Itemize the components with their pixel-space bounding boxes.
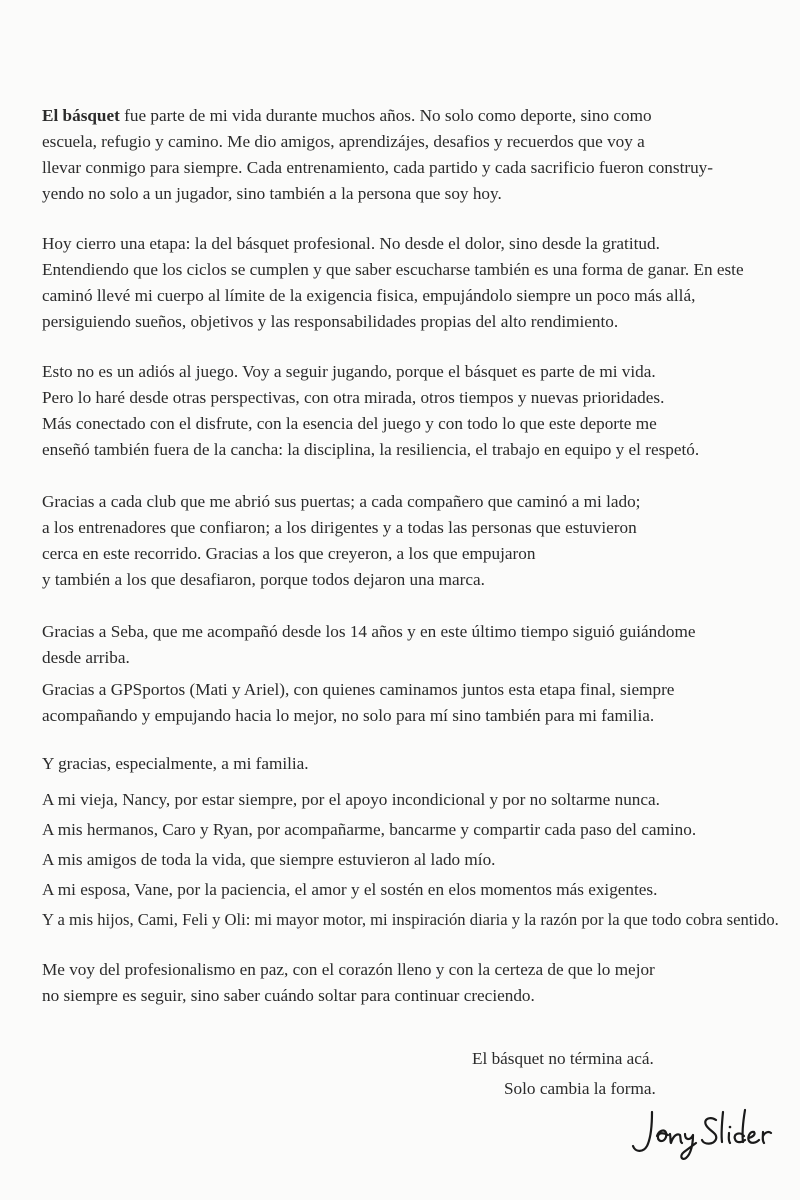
paragraph-farewell — [42, 957, 782, 1009]
paragraph-thanks-seba — [42, 619, 782, 671]
line: desde arriba. — [42, 648, 130, 667]
line: a los entrenadores que confiaron; a los dirigentes y a todas las personas que estuvieron — [42, 518, 637, 537]
line: no siempre es seguir, sino saber cuándo soltar para continuar creciendo. — [42, 986, 535, 1005]
closing-lines — [472, 1044, 656, 1104]
line: Gracias a cada club que me abrió sus puertas; a cada compañero que caminó a mi lado; — [42, 492, 641, 511]
paragraph-intro — [42, 103, 782, 207]
line: Entendiendo que los ciclos se cumplen y que saber escucharse también es una forma de ganar. En este — [42, 260, 744, 279]
list-item: Y a mis hijos, Cami, Feli y Oli: mi mayor motor, mi inspiración diaria y la razón por la que todo cobra sentido. — [42, 910, 779, 929]
list-item: A mis hermanos, Caro y Ryan, por acompañarme, bancarme y compartir cada paso del camino. — [42, 820, 697, 839]
family-list — [42, 785, 782, 935]
line: Gracias a GPSportos (Mati y Ariel), con quienes caminamos juntos esta etapa final, siempre — [42, 680, 675, 699]
line: persiguiendo sueños, objetivos y las responsabilidades propias del alto rendimiento. — [42, 312, 619, 331]
line: caminó llevé mi cuerpo al límite de la exigencia fisica, empujándolo siempre un poco más allá, — [42, 286, 696, 305]
line: Y gracias, especialmente, a mi familia. — [42, 754, 309, 773]
list-item: A mi vieja, Nancy, por estar siempre, por el apoyo incondicional y por no soltarme nunca. — [42, 790, 660, 809]
line: enseñó también fuera de la cancha: la disciplina, la resiliencia, el trabajo en equipo y el respetó. — [42, 440, 700, 459]
line: y también a los que desafiaron, porque todos dejaron una marca. — [42, 570, 485, 589]
line: yendo no solo a un jugador, sino también a la persona que soy hoy. — [42, 184, 502, 203]
line: Hoy cierro una etapa: la del básquet profesional. No desde el dolor, sino desde la gratitud. — [42, 234, 660, 253]
paragraph-thanks-clubs — [42, 489, 782, 593]
lead-words: El básquet — [42, 106, 120, 125]
line: Me voy del profesionalismo en paz, con el corazón lleno y con la certeza de que lo mejor — [42, 960, 655, 979]
paragraph-closing-stage — [42, 231, 782, 335]
paragraph-thanks-gpsportos — [42, 677, 782, 729]
line: llevar conmigo para siempre. Cada entrenamiento, cada partido y cada sacrificio fueron construy- — [42, 158, 713, 177]
list-item: A mis amigos de toda la vida, que siempre estuvieron al lado mío. — [42, 850, 496, 869]
line: Gracias a Seba, que me acompañó desde los 14 años y en este último tiempo siguió guiándome — [42, 622, 696, 641]
line: Más conectado con el disfrute, con la esencia del juego y con todo lo que este deporte me — [42, 414, 657, 433]
line: cerca en este recorrido. Gracias a los que creyeron, a los que empujaron — [42, 544, 536, 563]
line-rest: fue parte de mi vida durante muchos años. No solo como deporte, sino como — [119, 106, 652, 125]
line — [42, 103, 782, 129]
line: Esto no es un adiós al juego. Voy a seguir jugando, porque el básquet es parte de mi vida. — [42, 362, 656, 381]
closing-line: El básquet no términa acá. — [472, 1049, 654, 1068]
handwritten-signature — [630, 1106, 780, 1166]
line: Pero lo haré desde otras perspectivas, con otra mirada, otros tiempos y nuevas prioridades. — [42, 388, 665, 407]
closing-line: Solo cambia la forma. — [504, 1079, 656, 1098]
line: acompañando y empujando hacia lo mejor, no solo para mí sino también para mi familia. — [42, 706, 655, 725]
paragraph-not-goodbye — [42, 359, 782, 463]
line: escuela, refugio y camino. Me dio amigos, aprendizájes, desafios y recuerdos que voy a — [42, 132, 645, 151]
paragraph-thanks-family — [42, 751, 782, 777]
list-item: A mi esposa, Vane, por la paciencia, el amor y el sostén en elos momentos más exigentes. — [42, 880, 658, 899]
letter-body — [42, 103, 782, 1009]
